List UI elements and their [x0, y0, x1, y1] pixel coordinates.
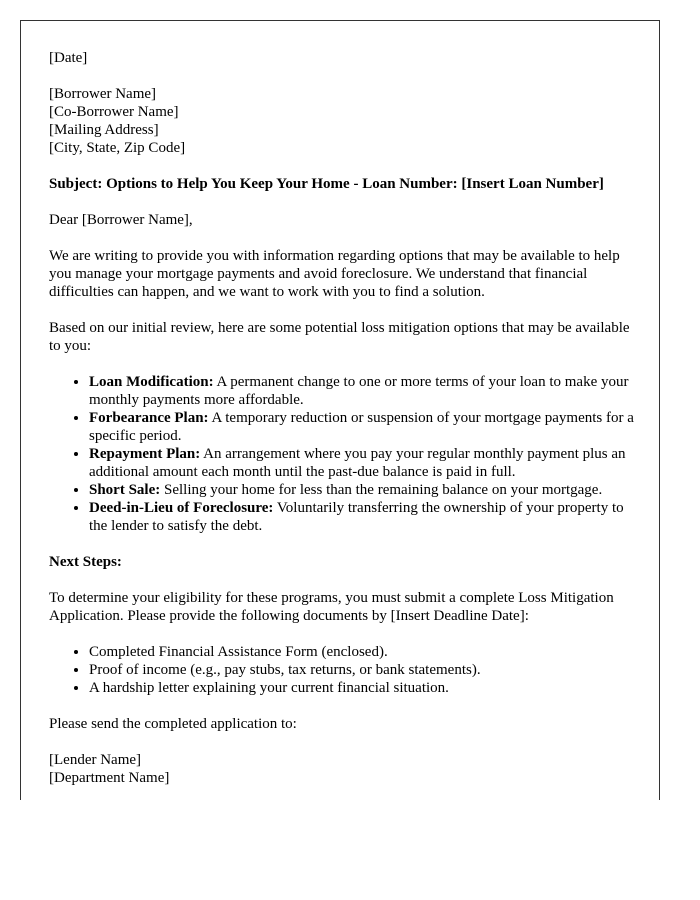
letter-page [20, 20, 660, 800]
list-item [89, 481, 639, 499]
list-item [89, 445, 639, 481]
options-intro: Based on our initial review, here are some potential loss mitigation options that may be available to you: [49, 320, 630, 354]
next-steps-paragraph: To determine your eligibility for these programs, you must submit a complete Loss Mitigation Application. Please provide the following documents by [Insert Deadline Date]: [49, 590, 614, 624]
next-steps-heading [49, 553, 639, 571]
list-item: • Proof of income (e.g., pay stubs, tax returns, or bank statements). [89, 661, 639, 679]
department-name: [Department Name] [49, 770, 170, 786]
send-to-paragraph: Please send the completed application to: [49, 716, 297, 732]
list-item: • Completed Financial Assistance Form (enclosed). [89, 643, 639, 661]
option-desc: A permanent change to one or more terms of your loan to make your monthly payments more affordable. [89, 374, 629, 408]
option-term: Repayment Plan: [89, 446, 201, 462]
recipient-address [49, 85, 639, 157]
option-desc: A temporary reduction or suspension of your mortgage payments for a specific period. [89, 410, 634, 444]
next-steps-heading-text: Next Steps: [49, 554, 122, 570]
letter-date: [Date] [49, 50, 88, 66]
intro-paragraph: We are writing to provide you with information regarding options that may be available to help you manage your mortgage payments and avoid foreclosure. We understand that financial difficulties can happen, and we want to work with you to find a solution. [49, 248, 620, 300]
list-item [89, 409, 639, 445]
option-term: Short Sale: [89, 482, 161, 498]
option-desc: Voluntarily transferring the ownership of your property to the lender to satisfy the debt. [89, 500, 624, 534]
options-list [49, 373, 639, 535]
salutation: Dear [Borrower Name], [49, 212, 193, 228]
option-term: Forbearance Plan: [89, 410, 209, 426]
city-state-zip: [City, State, Zip Code] [49, 140, 186, 156]
option-term: Deed-in-Lieu of Foreclosure: [89, 500, 274, 516]
documents-list [49, 643, 639, 697]
letter-body [49, 49, 639, 800]
lender-name: [Lender Name] [49, 752, 142, 768]
list-item [89, 499, 639, 535]
option-term: Loan Modification: [89, 374, 214, 390]
borrower-name: [Borrower Name] [49, 86, 157, 102]
mailing-address: [Mailing Address] [49, 122, 159, 138]
co-borrower-name: [Co-Borrower Name] [49, 104, 179, 120]
lender-address [49, 751, 639, 787]
list-item: • A hardship letter explaining your current financial situation. [89, 679, 639, 697]
subject-text: Subject: Options to Help You Keep Your Home - Loan Number: [Insert Loan Number] [49, 176, 604, 192]
option-desc: An arrangement where you pay your regular monthly payment plus an additional amount each month until the past-due balance is paid in full. [89, 446, 626, 480]
list-item [89, 373, 639, 409]
option-desc: Selling your home for less than the remaining balance on your mortgage. [160, 482, 603, 498]
subject-line [49, 175, 639, 193]
